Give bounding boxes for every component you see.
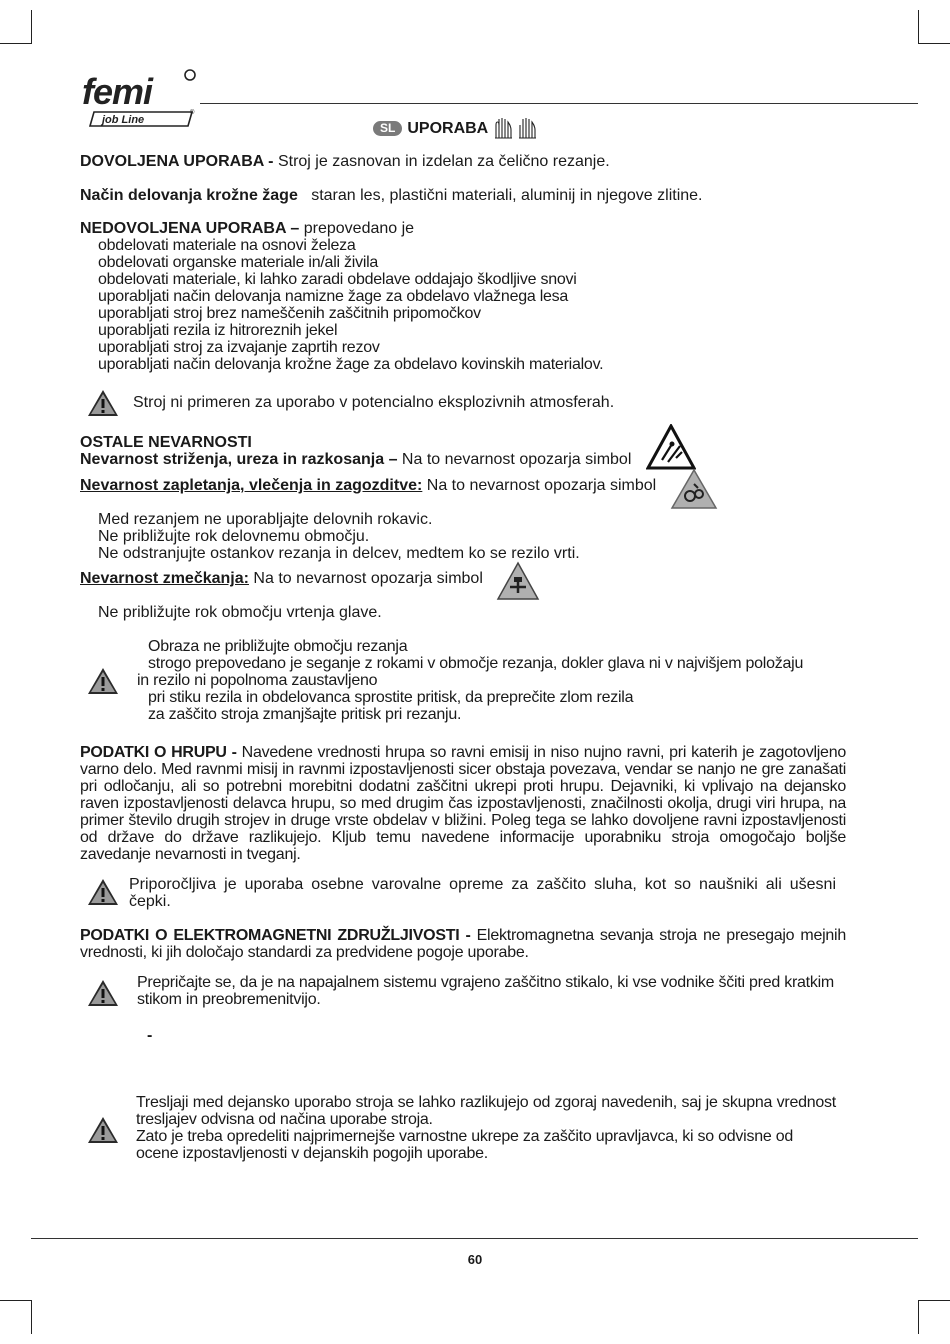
- permitted-label: DOVOLJENA UPORABA -: [80, 153, 274, 170]
- entangle-item: Med rezanjem ne uporabljajte delovnih rokavic.: [98, 511, 433, 528]
- blade-warning-line: Obraza ne približujte območju rezanja: [148, 638, 408, 655]
- crush-risk: [80, 570, 846, 587]
- dash: -: [147, 1027, 153, 1044]
- warning-icon: [86, 877, 120, 907]
- section-header: [373, 116, 540, 140]
- page-number: 60: [467, 1252, 483, 1267]
- residual-heading: OSTALE NEVARNOSTI: [80, 434, 252, 451]
- permitted-text: Stroj je zasnovan in izdelan za čelično rezanje.: [273, 153, 610, 170]
- crop-mark-bottom-left-v: [31, 1300, 32, 1334]
- mode-label: Način delovanja krožne žage: [80, 187, 298, 204]
- logo-sub: job Line: [102, 114, 145, 126]
- crop-mark-top-left-v: [31, 10, 32, 44]
- blade-warning: [137, 638, 846, 723]
- mode-text: staran les, plastični materiali, aluminij in njegove zlitine.: [297, 187, 703, 204]
- permitted-use: [80, 153, 846, 170]
- entangle-item: Ne približujte rok delovnemu območju.: [98, 528, 370, 545]
- blade-warning-line: strogo prepovedano je seganje z rokami v območje rezanja, dokler glava ni v najvišjem položaju: [148, 655, 804, 672]
- femi-logo: [80, 68, 204, 132]
- residual-risks: [80, 434, 846, 468]
- forbidden-label: NEDOVOLJENA UPORABA –: [80, 220, 300, 237]
- forbidden-item: obdelovati materiale, ki lahko zaradi obdelave oddajajo škodljive snovi: [98, 271, 577, 288]
- entangle-item: Ne odstranjujte ostankov rezanja in delcev, medtem ko se rezilo vrti.: [98, 545, 580, 562]
- cut-risk-label: Nevarnost striženja, ureza in razkosanja –: [80, 451, 398, 468]
- blade-warning-line: in rezilo ni popolnoma zaustavljeno: [137, 672, 378, 689]
- warning-icon: [86, 1115, 120, 1145]
- hearing-warning: Priporočljiva je uporaba osebne varovalne opreme za zaščito sluha, kot so naušniki ali ušesni čepki.: [129, 876, 836, 910]
- forbidden-item: uporabljati način delovanja krožne žage za obdelavo kovinskih materialov.: [98, 356, 604, 373]
- warning-icon: [86, 388, 120, 418]
- crush-risk-text: Na to nevarnost opozarja simbol: [248, 570, 483, 587]
- forbidden-item: uporabljati stroj za izvajanje zaprtih rezov: [98, 339, 380, 356]
- blade-warning-line: za zaščito stroja zmanjšajte pritisk pri rezanju.: [148, 706, 462, 723]
- footer-rule: [31, 1238, 918, 1239]
- cut-risk-text: Na to nevarnost opozarja simbol: [397, 451, 632, 468]
- warning-icon: [86, 666, 120, 696]
- vibration-warning-p2: Zato je treba opredeliti najprimernejše varnostne ukrepe za zaščito upravljavca, ki so odvisne od ocene izpostavljenosti v dejanskih pogojih uporabe.: [136, 1128, 793, 1162]
- header-rule: [200, 103, 918, 104]
- crush-items: [80, 604, 864, 621]
- forbidden-item: uporabljati rezila iz hitroreznih jekel: [98, 322, 338, 339]
- cutting-hazard-icon: [646, 424, 696, 474]
- forbidden-text: prepovedano je: [299, 220, 415, 237]
- entangle-items: [80, 511, 864, 562]
- entangle-risk-text: Na to nevarnost opozarja simbol: [422, 477, 657, 494]
- crop-mark-bottom-right-v: [918, 1300, 919, 1334]
- hands-icon: [492, 116, 540, 140]
- emc-text: Elektromagnetna sevanja stroja ne presegajo mejnih vrednosti, ki jih določajo standardi za predvidene pogoje uporabe.: [80, 927, 846, 961]
- crop-mark-top-left: [0, 43, 31, 44]
- entangle-risk: [80, 477, 846, 494]
- section-title: UPORABA: [407, 119, 489, 137]
- emc-label: PODATKI O ELEKTROMAGNETNI ZDRUŽLJIVOSTI -: [80, 927, 471, 944]
- crush-item: Ne približujte rok območju vrtenja glave.: [98, 604, 382, 621]
- breaker-warning: Prepričajte se, da je na napajalnem sistemu vgrajeno zaščitno stikalo, ki vse vodnike ščiti pred kratkim stikom in preobremenitvijo.: [137, 974, 834, 1008]
- crop-mark-bottom-right: [918, 1300, 950, 1301]
- crush-risk-label: Nevarnost zmečkanja:: [80, 570, 249, 587]
- noise-text: Navedene vrednosti hrupa so ravni emisij in niso nujno ravni, pri katerih je zagotovljeno varno delo. Med ravnmi misij in ravnmi izpostavljenosti sicer obstaja povezava, vendar se nanjo ne gre zanašati pri odločanju, ali so potrebni morebitni dodatni zaščitni ukrepi proti hrupu. Dejavniki, ki vplivajo na dejansko raven izpostavljenosti delavca hrupu, so med drugim čas izpostavljenosti, značilnosti okolja, drugi viri hrupa, na primer število drugih strojev in druge vrste obdelav v bližini. Poleg tega se lahko dovoljene ravni izpostavljenosti od države do države razlikujejo. Kljub temu navedene informacije uporabniku stroja omogočajo boljše zavedanje nevarnosti in tveganj.: [80, 744, 847, 863]
- forbidden-item: obdelovati materiale na osnovi železa: [98, 237, 356, 254]
- entanglement-hazard-icon: [670, 468, 718, 514]
- vibration-warning: [136, 1094, 836, 1162]
- crushing-hazard-icon: [496, 561, 540, 605]
- svg-text:®: ®: [190, 110, 195, 116]
- forbidden-item: obdelovati organske materiale in/ali živila: [98, 254, 379, 271]
- explosive-warning: Stroj ni primeren za uporabo v potencialno eksplozivnih atmosferah.: [133, 394, 615, 411]
- vibration-warning-p1: Tresljaji med dejansko uporabo stroja se lahko razlikujejo od zgoraj navedenih, saj je skupna vrednost tresljajev odvisna od načina uporabe stroja.: [136, 1094, 836, 1128]
- forbidden-item: uporabljati način delovanja namizne žage za obdelavo vlažnega lesa: [98, 288, 569, 305]
- logo-brand: femi: [82, 71, 153, 112]
- forbidden-use: [80, 220, 846, 373]
- crop-mark-top-right: [918, 43, 950, 44]
- noise-label: PODATKI O HRUPU -: [80, 744, 237, 761]
- language-badge: SL: [373, 121, 402, 136]
- operating-mode: [80, 187, 846, 204]
- crop-mark-bottom-left: [0, 1300, 31, 1301]
- blade-warning-line: pri stiku rezila in obdelovanca sprostite pritisk, da preprečite zlom rezila: [148, 689, 634, 706]
- warning-icon: [86, 978, 120, 1008]
- noise-data: [80, 744, 846, 863]
- emc-data: [80, 927, 846, 961]
- forbidden-item: uporabljati stroj brez nameščenih zaščitnih pripomočkov: [98, 305, 481, 322]
- entangle-risk-label: Nevarnost zapletanja, vlečenja in zagozditve:: [80, 477, 423, 494]
- crop-mark-top-right-v: [918, 10, 919, 44]
